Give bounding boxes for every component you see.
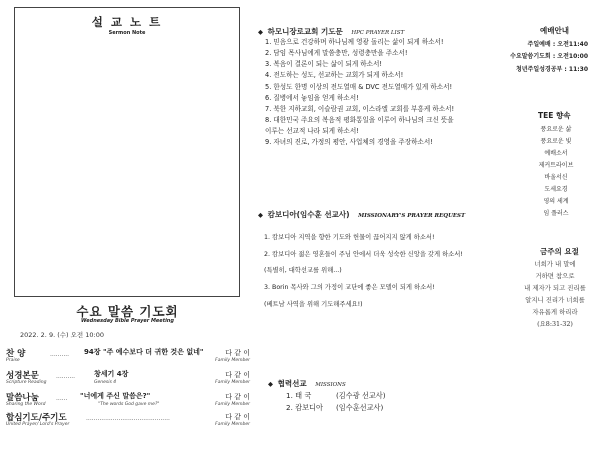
scripture-line: 너희가 내 말에: [534, 260, 576, 268]
program-leader: 다 같 이: [225, 413, 250, 421]
scripture-line: 자유롭게 하리라: [532, 308, 578, 316]
mission-country: 2. 캄보디아: [286, 403, 323, 412]
program-dots: ..........: [56, 373, 76, 380]
program-name-en: Scripture Reading: [6, 380, 47, 385]
program-name: 합심기도/주기도: [6, 413, 67, 423]
program-row-sharing: [6, 391, 250, 405]
sermon-note-box: [14, 7, 240, 297]
prayer-list-header: [258, 26, 404, 37]
diamond-icon: ◆: [268, 380, 273, 388]
program-content-en: Genesis 4: [94, 380, 117, 385]
list-item: 1. 캄보디아 지역을 향한 기도와 헌물이 끊어지지 않게 하소서!: [264, 234, 435, 241]
program-name-en: Praise: [6, 358, 20, 363]
scripture-line: 거하면 참으로: [535, 272, 575, 280]
list-item: 2. 캄보디아 젊은 영혼들이 주님 안에서 더욱 성숙한 신앙을 갖게 하소서!: [264, 251, 463, 258]
list-item: 8. 대한민국 주요의 복음적 평화통일을 이루어 하나님의 크신 뜻을: [265, 116, 454, 125]
list-item: 2. 담임 목사님에게 말씀충만, 성령충만을 주소서!: [265, 49, 408, 58]
program-content-en: "The words God gave me?": [98, 402, 160, 407]
wednesday-date: 2022. 2. 9. (수) 오전 10:00: [20, 331, 104, 339]
program-dots: ............................................: [86, 415, 170, 422]
list-item: 4. 전도하는 성도, 선교하는 교회가 되게 하소서!: [265, 71, 404, 80]
scripture-reference: (요8:31-32): [537, 320, 573, 328]
tee-item: 풍요로운 빛: [540, 138, 572, 145]
program-dots: ......: [56, 395, 68, 402]
tee-item: 제커트라이브: [538, 162, 574, 169]
program-content: 창세기 4장: [94, 370, 129, 378]
tee-item: 풍요로운 삶: [540, 126, 572, 133]
program-name: 말씀나눔: [6, 393, 39, 403]
worship-title: 예배안내: [540, 26, 569, 35]
program-content: "너에게 주신 말씀은?": [80, 392, 151, 400]
program-leader: 다 같 이: [225, 349, 250, 357]
wednesday-title: 수요 말씀 기도회: [76, 304, 179, 319]
scripture-line: 내 제자가 되고 진리를: [524, 284, 586, 292]
list-item: 3. 복음이 결론이 되는 삶이 되게 하소서!: [265, 60, 383, 69]
missions-header: [268, 378, 346, 389]
scripture-line: 알지니 진리가 너희를: [525, 296, 585, 304]
list-item: 이루는 선교적 나라 되게 하소서!: [265, 127, 359, 136]
program-name-en: United Prayer/ Lord's Prayer: [6, 422, 70, 427]
list-item: 7. 북한 지하교회, 이슬람권 교회, 이스라엘 교회를 부흥케 하소서!: [265, 104, 455, 113]
worship-row: 수요말씀기도회 : 오전10:00: [510, 53, 588, 60]
program-leader-en: Family Member: [215, 402, 250, 407]
worship-row: 주일예배 : 오전11:40: [527, 41, 588, 48]
tee-item: 바울서신: [544, 174, 568, 181]
tee-item: 예배소서: [544, 150, 568, 157]
program-leader: 다 같 이: [225, 393, 250, 401]
list-item: 6. 질병에서 놓임을 얻게 하소서!: [265, 93, 359, 102]
list-item: 9. 자녀의 진로, 가정의 평안, 사업체의 경영을 주장하소서!: [265, 138, 433, 147]
program-row-united-prayer: [6, 411, 250, 425]
cambodia-title: 캄보디아(임수훈 선교사): [267, 210, 350, 219]
tee-item: 영의 세계: [543, 198, 569, 205]
tee-item: 도세요경: [544, 186, 568, 193]
list-item: 1. 믿음으로 건강하며 하나님께 영광 돌리는 삶이 되게 하소서!: [265, 38, 444, 46]
mission-missionary: (김수광 선교사): [336, 391, 386, 400]
program-name-en: Sharing the Word: [6, 402, 46, 407]
mission-missionary: (임수훈선교사): [336, 403, 384, 412]
program-leader-en: Family Member: [215, 422, 250, 427]
diamond-icon: ◆: [258, 211, 263, 219]
diamond-icon: ◆: [258, 28, 263, 36]
program-name: 성경본문: [6, 371, 39, 381]
program-leader: 다 같 이: [225, 371, 250, 379]
list-item: 5. 한성도 한명 이상의 전도열매 & DVC 전도열매가 있게 하소서!: [265, 82, 453, 91]
prayer-list-title-en: HPC PRAYER LIST: [351, 30, 405, 36]
prayer-list: [265, 37, 454, 149]
program-content: 94장 "주 예수보다 더 귀한 것은 없네": [84, 348, 204, 356]
program-dots: ..........: [50, 351, 70, 358]
program-row-praise: [6, 347, 250, 361]
list-item: (베트남 사역을 위해 기도해주세요!): [264, 301, 363, 308]
worship-row: 청년주일성경공부 : 11:30: [515, 66, 588, 73]
program-name: 찬 양: [6, 349, 26, 359]
mission-country: 1. 태 국: [286, 391, 312, 400]
cambodia-header: [258, 209, 465, 220]
list-item: 3. Borin 목사와 그의 가정이 교단에 좋은 모델이 되게 하소서!: [264, 284, 435, 291]
list-item: (특별히, 대학선교를 위해...): [264, 267, 342, 274]
cambodia-title-en: MISSIONARY'S PRAYER REQUEST: [358, 213, 466, 219]
sermon-note-title: 설 교 노 트: [91, 15, 163, 29]
program-leader-en: Family Member: [215, 358, 250, 363]
tee-title: TEE 향속: [538, 111, 571, 120]
missions-title: 협력선교: [277, 379, 307, 388]
prayer-list-title: 하모니장로교회 기도문: [267, 27, 343, 36]
scripture-title: 금주의 요절: [540, 247, 579, 256]
program-row-scripture: [6, 369, 250, 383]
sermon-note-subtitle: Sermon Note: [108, 30, 146, 36]
program-leader-en: Family Member: [215, 380, 250, 385]
tee-item: 임 플러스: [543, 210, 569, 217]
wednesday-subtitle: Wednesday Bible Prayer Meeting: [81, 318, 174, 324]
missions-title-en: MISSIONS: [315, 382, 346, 388]
